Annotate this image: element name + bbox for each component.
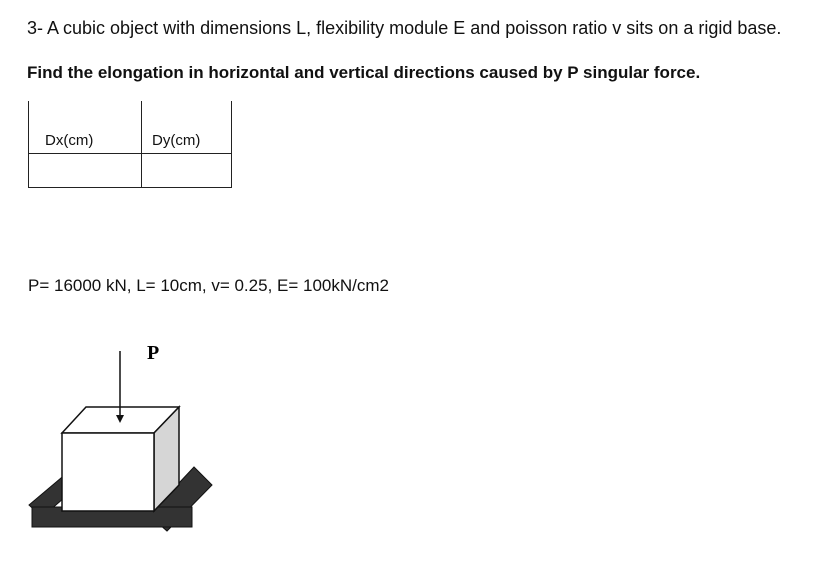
force-label: P <box>147 342 160 364</box>
question-text: 3- A cubic object with dimensions L, flexibility module E and poisson ratio v sits on a rigid base. <box>27 18 782 38</box>
cube-on-base-diagram <box>24 335 224 535</box>
task-text: Find the elongation in horizontal and vertical directions caused by P singular force. <box>27 63 701 82</box>
parameters-text: P= 16000 kN, L= 10cm, v= 0.25, E= 100kN/cm2 <box>28 276 389 295</box>
table-row <box>29 153 232 187</box>
table-header-row <box>29 101 232 153</box>
answer-table <box>28 101 232 188</box>
header-dx: Dx(cm) <box>29 101 142 153</box>
answer-cell-dy[interactable] <box>142 153 232 187</box>
answer-cell-dx[interactable] <box>29 153 142 187</box>
header-dy: Dy(cm) <box>142 101 232 153</box>
cube <box>62 407 179 511</box>
